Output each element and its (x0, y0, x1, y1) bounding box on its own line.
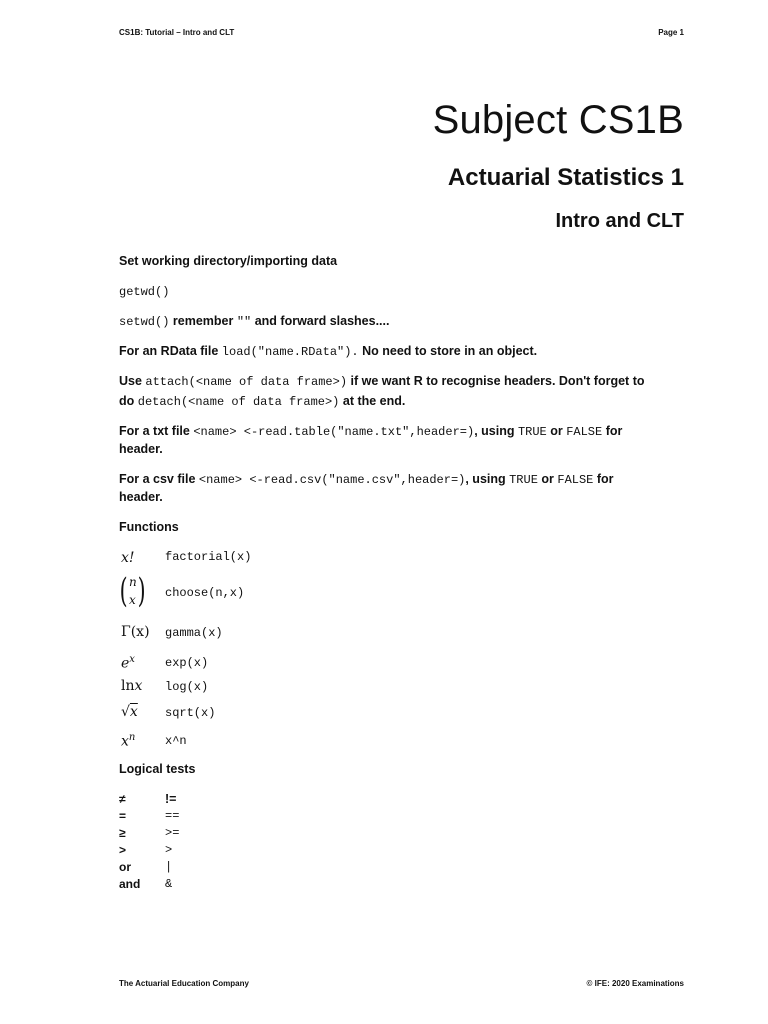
detach-line (119, 392, 685, 412)
code-gamma: gamma(x) (165, 626, 223, 640)
rdata-suffix: No need to store in an object. (358, 344, 538, 358)
csv-mid: , using (465, 472, 510, 486)
getwd-line (119, 282, 685, 302)
detach-prefix: do (119, 394, 138, 408)
symbol-or: or (119, 860, 131, 874)
document-subtitle: Actuarial Statistics 1 (447, 164, 684, 191)
op-not-equal: != (165, 792, 177, 806)
math-sqrt (121, 704, 138, 720)
binomial-n: n (129, 575, 137, 589)
function-row-log (119, 678, 519, 702)
function-row-exp (119, 654, 519, 678)
symbol-and: and (119, 877, 141, 891)
sqrt-sign: √ (121, 704, 130, 720)
logical-row-equal (119, 809, 419, 825)
attach-suffix: if we want R to recognise headers. Don't forget to (347, 374, 645, 388)
exp-power: x (129, 654, 135, 665)
rdata-code: load("name.RData"). (221, 345, 359, 359)
txt-code: <name> <-read.table("name.txt",header=) (193, 425, 475, 439)
sqrt-arg: x (129, 704, 138, 720)
txt-or: or (546, 424, 567, 438)
csv-line2: header. (119, 490, 163, 504)
rdata-prefix: For an RData file (119, 344, 222, 358)
math-gamma: Γ(x) (121, 624, 150, 640)
code-sqrt: sqrt(x) (165, 706, 216, 720)
txt-true: TRUE (517, 425, 547, 439)
csv-false: FALSE (557, 473, 594, 487)
attach-code: attach(<name of data frame>) (145, 375, 348, 389)
section-heading-logical: Logical tests (119, 762, 196, 776)
math-factorial: x! (121, 550, 135, 566)
math-binomial: ( n x ) (119, 571, 146, 611)
code-log: log(x) (165, 680, 209, 694)
ln-prefix: ln (121, 678, 135, 694)
section-heading-functions: Functions (119, 520, 179, 534)
csv-suffix: for (593, 472, 614, 486)
txt-mid: , using (474, 424, 518, 438)
footer-right: © IFE: 2020 Examinations (586, 979, 684, 988)
op-geq: >= (165, 826, 180, 840)
csv-prefix: For a csv file (119, 472, 199, 486)
csv-line (119, 470, 685, 490)
txt-false: FALSE (566, 425, 603, 439)
getwd-code: getwd() (119, 285, 170, 299)
section-heading-import: Set working directory/importing data (119, 254, 338, 268)
csv-true: TRUE (509, 473, 538, 487)
footer-left: The Actuarial Education Company (119, 979, 249, 988)
code-choose: choose(n,x) (165, 586, 245, 600)
txt-line2: header. (119, 442, 163, 456)
detach-suffix: at the end. (339, 394, 406, 408)
math-ln (121, 678, 142, 694)
code-exp: exp(x) (165, 656, 209, 670)
op-or: | (165, 860, 173, 874)
ln-arg: x (134, 678, 143, 694)
page-header (119, 28, 684, 37)
csv-code: <name> <-read.csv("name.csv",header=) (198, 473, 466, 487)
rdata-line (119, 342, 685, 362)
txt-line (119, 422, 685, 442)
code-factorial: factorial(x) (165, 550, 252, 564)
document-title: Subject CS1B (432, 98, 684, 142)
csv-or: or (537, 472, 558, 486)
logical-row-geq (119, 826, 419, 842)
page-footer (119, 979, 684, 988)
attach-line (119, 372, 685, 392)
symbol-not-equal: ≠ (119, 792, 126, 806)
function-row-sqrt (119, 704, 519, 728)
math-power (121, 732, 135, 750)
function-row-gamma (119, 624, 519, 648)
setwd-text2: and forward slashes.... (251, 314, 390, 328)
code-power: x^n (165, 734, 187, 748)
setwd-code: setwd() (119, 315, 170, 329)
detach-code: detach(<name of data frame>) (137, 395, 340, 409)
power-exponent: n (128, 732, 136, 743)
symbol-equal: = (119, 809, 127, 823)
function-row-power (119, 732, 519, 756)
logical-row-not-equal (119, 792, 419, 808)
binomial-x: x (129, 593, 136, 607)
document-section-title: Intro and CLT (555, 210, 684, 232)
symbol-greater: > (119, 843, 127, 857)
function-row-choose (119, 571, 519, 616)
op-and: & (165, 877, 173, 891)
header-page-number: Page 1 (658, 28, 684, 37)
setwd-line (119, 312, 685, 332)
power-base: x (121, 733, 129, 750)
logical-row-and (119, 877, 419, 893)
attach-prefix: Use (119, 374, 146, 388)
txt-suffix: for (602, 424, 623, 438)
setwd-quote: "" (236, 315, 252, 329)
op-greater: > (165, 843, 173, 857)
setwd-text1: remember (169, 314, 237, 328)
logical-row-greater (119, 843, 419, 859)
math-exp (121, 654, 135, 672)
symbol-geq: ≥ (119, 826, 126, 840)
header-left: CS1B: Tutorial – Intro and CLT (119, 28, 235, 37)
exp-base: e (121, 655, 130, 672)
function-row-factorial (119, 550, 519, 574)
logical-row-or (119, 860, 419, 876)
txt-prefix: For a txt file (119, 424, 194, 438)
op-equal: == (165, 809, 180, 823)
